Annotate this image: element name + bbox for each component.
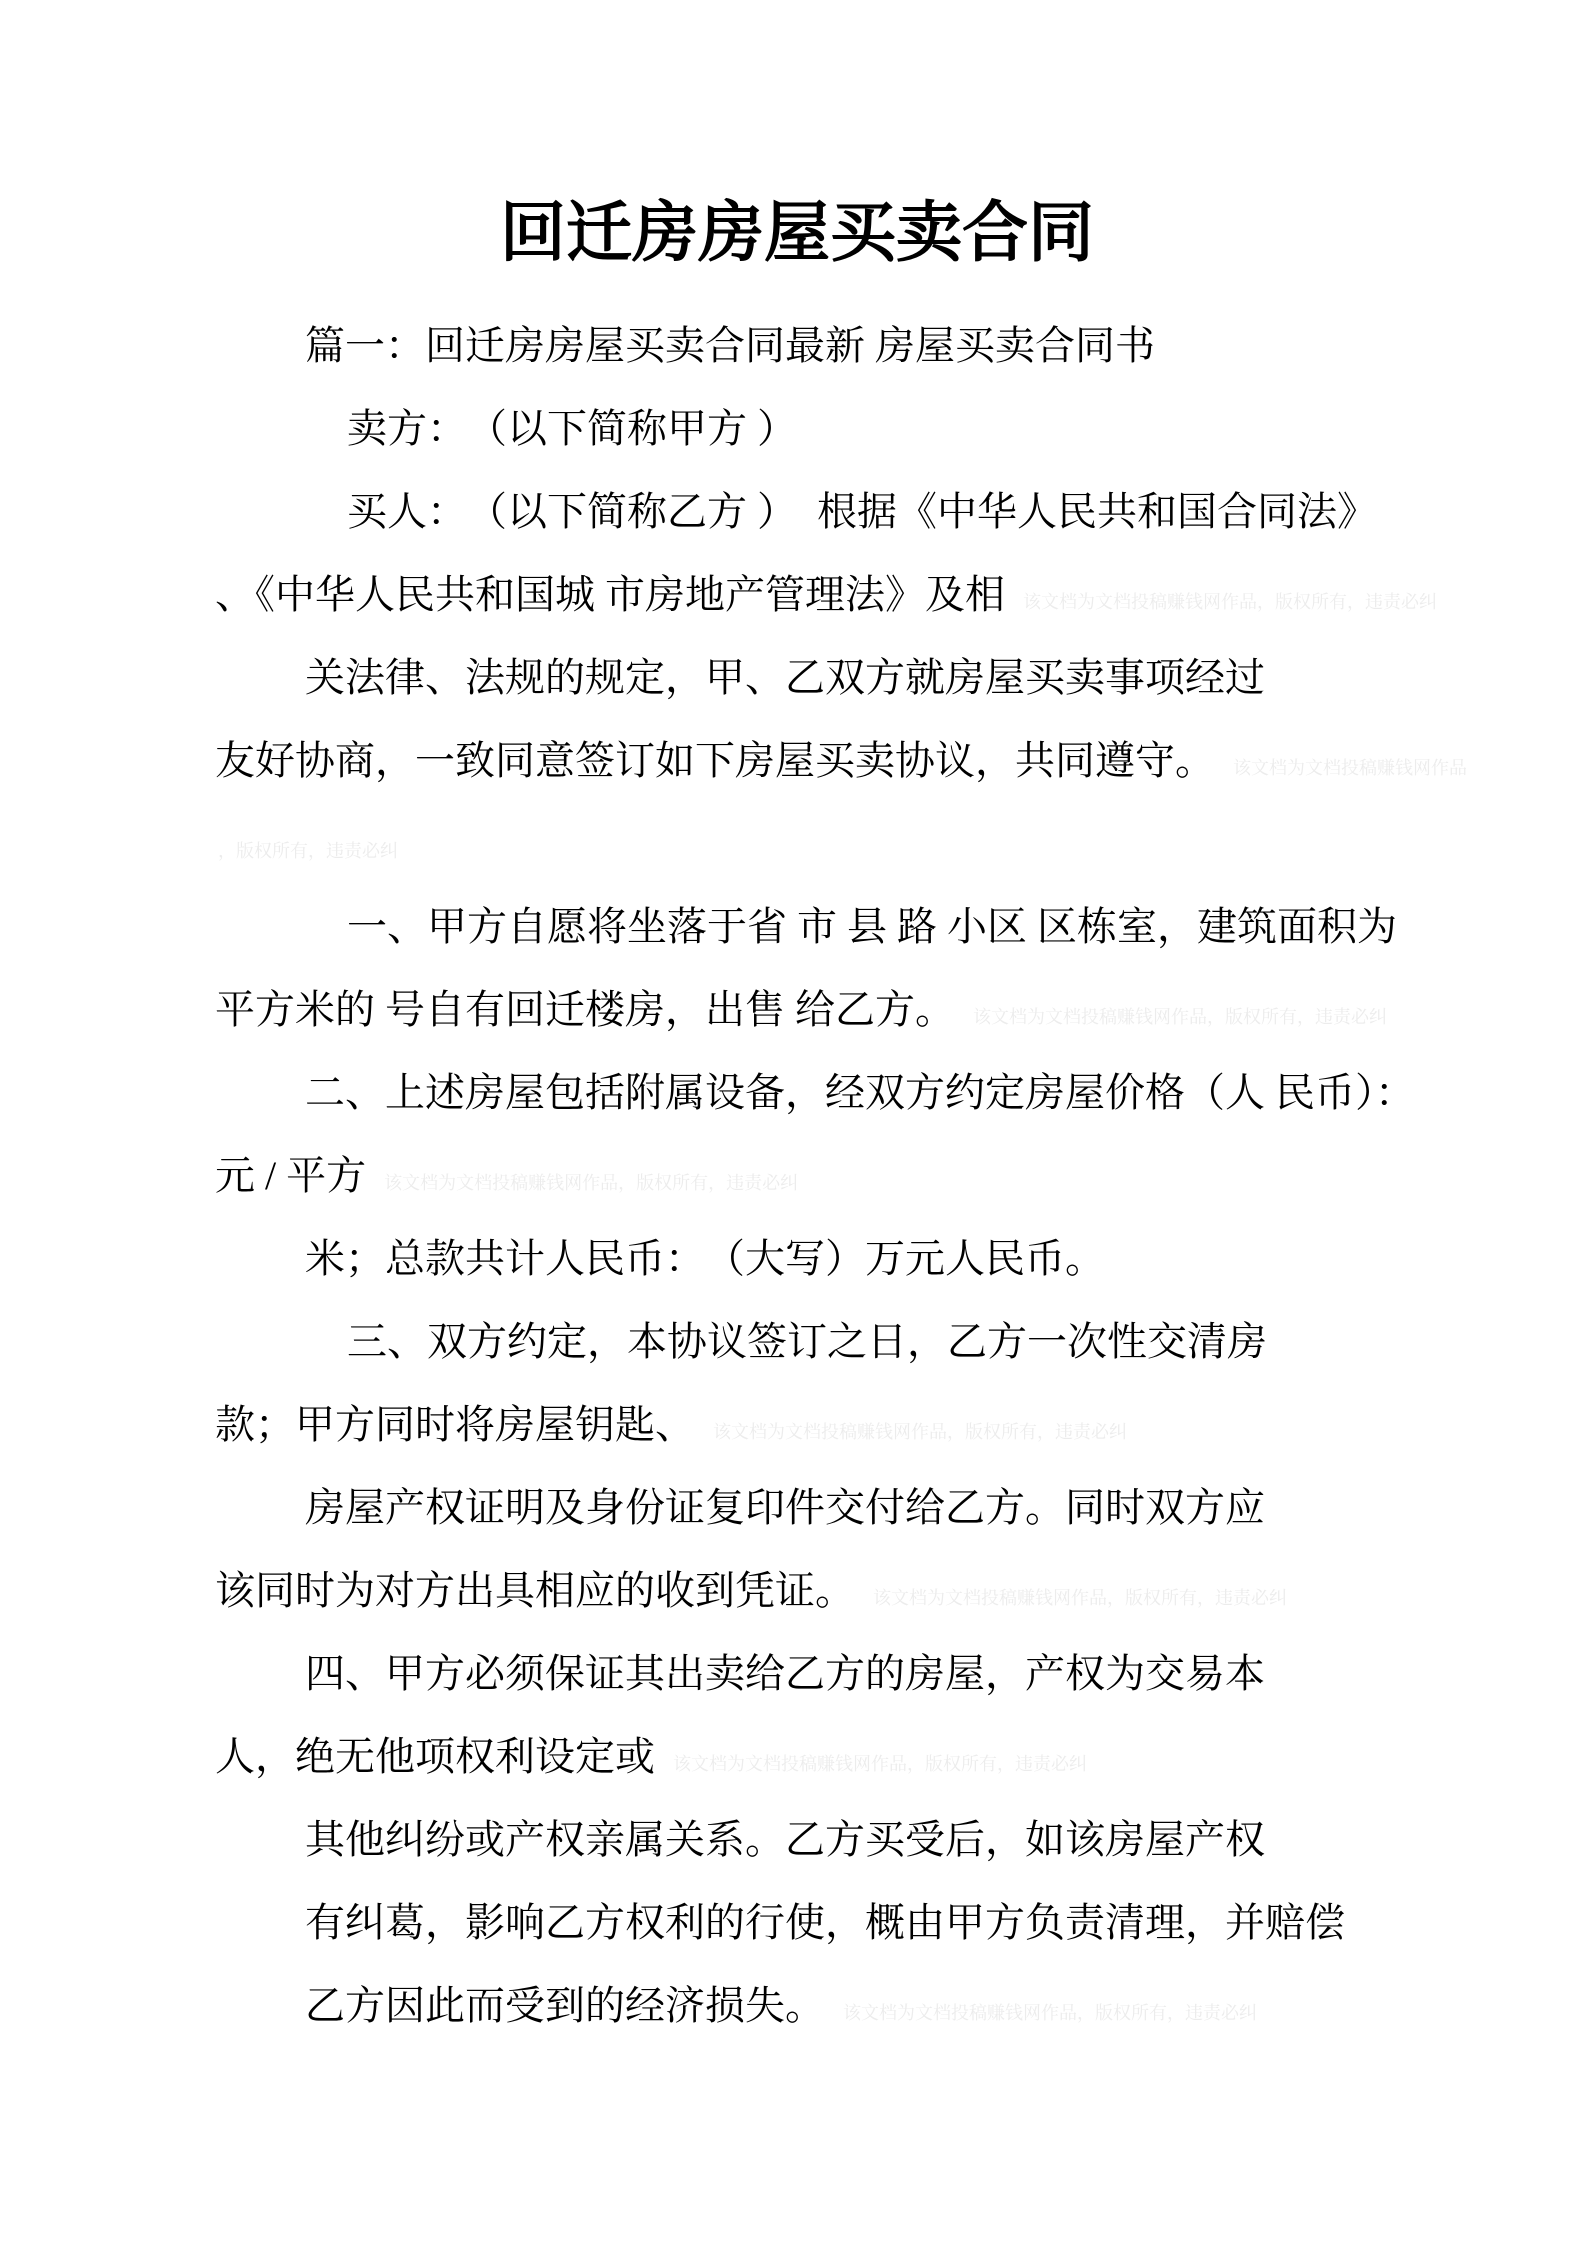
line-text: 二、上述房屋包括附属设备，经双方约定房屋价格（人 民币）： <box>305 1070 1415 1115</box>
line-text: 四、甲方必须保证其出卖给乙方的房屋，产权为交易本 <box>305 1651 1265 1696</box>
line-text: 有纠葛，影响乙方权利的行使，概由甲方负责清理，并赔偿 <box>305 1900 1345 1945</box>
text-line <box>215 1549 1515 1632</box>
document-title: 回迁房房屋买卖合同 <box>500 194 1094 271</box>
text-line <box>215 1217 1515 1300</box>
line-text: 元 / 平方 <box>215 1153 367 1198</box>
watermark-text: 该文档为文档投稿赚钱网作品，版权所有，违责必纠 <box>973 1007 1387 1027</box>
text-line <box>215 1300 1515 1383</box>
watermark-text: 该文档为文档投稿赚钱网作品，版权所有，违责必纠 <box>1023 592 1437 612</box>
line-text: 一、甲方自愿将坐落于省 市 县 路 小区 区栋室，建筑面积为 <box>347 904 1397 949</box>
text-line <box>215 470 1515 553</box>
text-line <box>215 885 1515 968</box>
watermark-text: 该文档为文档投稿赚钱网作品，版权所有，违责必纠 <box>843 2003 1257 2023</box>
text-line <box>215 1383 1515 1466</box>
text-line <box>215 1134 1515 1217</box>
watermark-text: 该文档为文档投稿赚钱网作品，版权所有，违责必纠 <box>713 1422 1127 1442</box>
line-text: 其他纠纷或产权亲属关系。乙方买受后，如该房屋产权 <box>305 1817 1265 1862</box>
text-line <box>215 636 1515 719</box>
text-line <box>215 1964 1515 2047</box>
watermark-text: 该文档为文档投稿赚钱网作品 <box>1233 758 1467 778</box>
text-line <box>215 719 1515 802</box>
line-text: 三、双方约定，本协议签订之日，乙方一次性交清房 <box>347 1319 1267 1364</box>
line-text: 款；甲方同时将房屋钥匙、 <box>215 1402 695 1447</box>
watermark-text: ，版权所有，违责必纠 <box>218 841 398 861</box>
text-line <box>215 1632 1515 1715</box>
line-text: 篇一：回迁房房屋买卖合同最新 房屋买卖合同书 <box>305 323 1155 368</box>
document-body <box>215 304 1515 2047</box>
line-text: 房屋产权证明及身份证复印件交付给乙方。同时双方应 <box>305 1485 1265 1530</box>
line-text: 、《中华人民共和国城 市房地产管理法》及相 <box>215 572 1005 617</box>
text-line <box>215 1715 1515 1798</box>
line-text: 友好协商，一致同意签订如下房屋买卖协议，共同遵守。 <box>215 738 1215 783</box>
watermark-text: 该文档为文档投稿赚钱网作品，版权所有，违责必纠 <box>384 1173 799 1193</box>
line-text: 买人： （以下简称乙方 ） 根据《中华人民共和国合同法》 <box>347 489 1377 534</box>
watermark-text: 该文档为文档投稿赚钱网作品，版权所有，违责必纠 <box>673 1754 1087 1774</box>
line-text: 人，绝无他项权利设定或 <box>215 1734 655 1779</box>
line-text: 米；总款共计人民币： （大写）万元人民币。 <box>305 1236 1105 1281</box>
text-line <box>215 1798 1515 1881</box>
text-line <box>215 802 1515 885</box>
text-line <box>215 1466 1515 1549</box>
watermark-text: 该文档为文档投稿赚钱网作品，版权所有，违责必纠 <box>873 1588 1287 1608</box>
text-line <box>215 553 1515 636</box>
text-line <box>215 304 1515 387</box>
text-line <box>215 1881 1515 1964</box>
line-text: 平方米的 号自有回迁楼房，出售 给乙方。 <box>215 987 955 1032</box>
line-text: 卖方： （以下简称甲方 ） <box>347 406 797 451</box>
line-text: 乙方因此而受到的经济损失。 <box>305 1983 825 2028</box>
line-text: 该同时为对方出具相应的收到凭证。 <box>215 1568 855 1613</box>
line-text: 关法律、法规的规定，甲、乙双方就房屋买卖事项经过 <box>305 655 1265 700</box>
text-line <box>215 968 1515 1051</box>
text-line <box>215 1051 1515 1134</box>
text-line <box>215 387 1515 470</box>
